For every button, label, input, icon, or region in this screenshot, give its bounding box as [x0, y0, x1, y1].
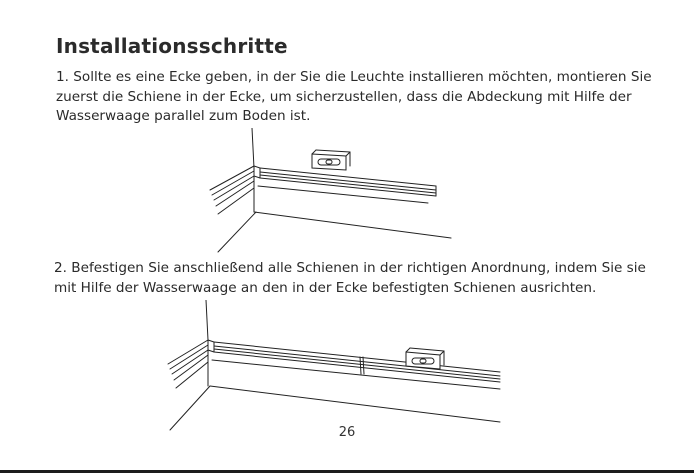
step-1-text: 1. Sollte es eine Ecke geben, in der Sie die Leuchte installieren möchten, montieren Sie zuerst die Schiene in der Ecke, um sicherzustellen, dass die Abdeckung mit Hilfe der Wasserwaage parallel zum Boden ist. [56, 69, 652, 124]
illustration-rails-aligned-level [160, 300, 510, 435]
page-number: 26 [338, 425, 356, 440]
page-title: Installationsschritte [56, 34, 288, 58]
illustration-rail-corner-level [196, 128, 466, 258]
step-2-text: 2. Befestigen Sie anschließend alle Schienen in der richtigen Anordnung, indem Sie sie mit Hilfe der Wasserwaage an den in der Ecke befestigten Schienen ausrichten. [54, 260, 646, 296]
